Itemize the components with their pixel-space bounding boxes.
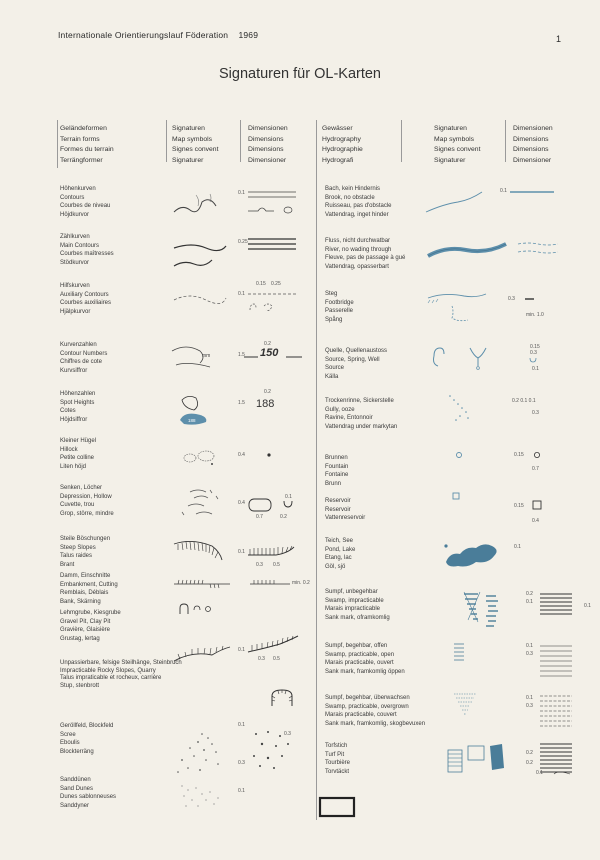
dimension-label: min. 1.0 [526,312,544,318]
dimension-label: 0.3 [530,350,537,356]
section-pond-lake: Teich, See Pond, Lake Etang, lac Göl, sjö [325,538,356,570]
dimension-label: 0.7 [532,466,539,472]
spring-symbol [528,356,538,364]
footbridge-symbol [524,296,536,302]
auxiliary-contour-symbol [248,290,298,316]
dimension-label: 0.2 [280,514,287,520]
dimension-label: 0.4 [532,518,539,524]
swamp-overgrown-sample [452,692,482,722]
divider [57,120,58,168]
dimension-label: 0.1 [514,544,521,550]
dimension-label: 0.2 [526,760,533,766]
gully-sample [444,392,478,426]
column-header-dimensions-right: Dimensionen Dimensions Dimensions Dimensioner [513,125,553,164]
sand-symbol-box [318,796,358,818]
page-number: 1 [556,34,562,44]
pond-lake-sample [440,538,506,570]
fountain-symbol [532,450,542,460]
dimension-label: 0.1 [238,722,245,728]
reservoir-symbol [532,500,544,512]
dimension-label: 0.3 [256,562,263,568]
dimension-label: 0.2 [264,341,271,347]
dimension-label: 0.4 [238,500,245,506]
reservoir-sample [452,492,462,502]
dimension-label: min. 0.2 [292,580,310,586]
spot-height-188: 188 [256,398,275,410]
dimension-label: 0.2 0.1 0.1 [512,398,536,404]
section-turf-pit: Torfstich Turf Pit Tourbière Torvtäckt [325,743,351,775]
dimension-label: 0.1 [238,549,245,555]
dimension-label: 0.15 [514,503,524,509]
dimension-label: 0.1 [285,494,292,500]
header-org: Internationale Orientierungslauf Föderation 1969 [58,30,259,40]
dimension-label: 0.3 [238,760,245,766]
column-header-signs-right: Signaturen Map symbols Signes convent Signaturer [434,125,481,164]
section-rocky-slopes: Unpassierbare, felsige Steilhänge, Steinbruch Impracticable Rocky Slopes, Quarry Talus impraticable et rocheux, carrière Stup, stenbrott [60,660,182,689]
swamp-open-sample [452,642,472,664]
section-depression: Senken, Löcher Depression, Hollow Cuvette, trou Grop, större, mindre [60,485,114,517]
dimension-label: 0.3 [526,703,533,709]
river-sample [426,238,516,260]
section-river: Fluss, nicht durchwatbar River, no wading through Fleuve, pas de passage à gué Vattendrag, opasserbart [325,238,406,270]
label-mm: mm [202,353,211,359]
section-contour-numbers: Kurvenzahlen Contour Numbers Chiffres de cote Kurvsiffror [60,342,108,374]
steep-slope-symbol [246,543,298,557]
contour-sample [172,192,228,218]
main-contour-sample [172,240,228,270]
dimension-label: 0.1 [500,188,507,194]
dimension-label: 0.3 [532,410,539,416]
section-swamp-overgrown: Sumpf, begehbar, überwachsen Swamp, practicable, overgrown Marais practicable, couvert Sank mark, framkomlig, skogbevuxen [325,695,426,727]
dimension-label: 0.15 [530,344,540,350]
dimension-label: 0.25 [271,281,281,287]
sand-dunes-sample [176,782,224,810]
brook-sample [424,190,484,214]
embankment-symbol [248,578,292,590]
divider [166,120,167,162]
contour-symbol [248,187,298,217]
turf-pit-sample [446,742,514,778]
section-spot-heights: Höhenzahlen Spot Heights Cotes Höjdsiffror [60,391,96,423]
column-header-signs: Signaturen Map symbols Signes convent Signaturer [172,125,219,164]
hillock-sample [180,446,220,468]
spring-sample [430,342,496,372]
dimension-label: 0.1 [526,643,533,649]
column-header-water: Gewässer Hydrography Hydrographie Hydrografi [322,125,363,164]
dimension-label: 0.7 [256,514,263,520]
divider [240,120,241,162]
dimension-label: 0.5 [273,562,280,568]
dimension-label: 0.3 [258,656,265,662]
scree-symbol [250,728,296,770]
section-footbridge: Steg Footbridge Passerelle Spång [325,291,354,323]
rocky-slope-sample [172,645,232,665]
dimension-label: 1.5 [238,400,245,406]
section-embankment: Damm, Einschnitte Embankment, Cutting Remblais, Déblais Bank, Skärning [60,573,118,605]
section-spring: Quelle, Quellenaustoss Source, Spring, Well Source Källa [325,348,388,380]
gravel-pit-sample [178,602,218,616]
dimension-label: 0.15 [514,452,524,458]
dimension-label: 0.1 [238,647,245,653]
dimension-label: 0.1 [526,695,533,701]
brook-symbol [510,188,556,196]
section-brook: Bach, kein Hindernis Brook, no obstacle Ruisseau, pas d'obstacle Vattendrag, inget hinder [325,186,392,218]
section-contours: Höhenkurven Contours Courbes de niveau Höjdkurvor [60,186,111,218]
dimension-label: 0.1 [584,603,591,609]
dimension-label: 1.5 [238,352,245,358]
dimension-label: 0.1 [238,788,245,794]
dimension-label: 0.4 [238,452,245,458]
footbridge-sample [424,290,490,326]
section-sand-dunes: Sanddünen Sand Dunes Dunes sablonneuses Sanddyner [60,777,117,809]
spot-height-sample [178,392,220,426]
divider [401,120,402,162]
dimension-label: 0.1 [532,366,539,372]
section-swamp-open: Sumpf, begehbar, offen Swamp, practicable, open Marais practicable, ouvert Sank mark, framkomlig öppen [325,643,405,675]
column-header-terrain: Geländeformen Terrain forms Formes du terrain Terrängformer [60,125,114,164]
dimension-label: 0.1 [536,770,543,776]
quarry-symbol [268,688,296,710]
swamp-impracticable-sample [462,590,522,638]
column-header-dimensions: Dimensionen Dimensions Dimensions Dimensioner [248,125,288,164]
section-gravel-pit: Lehmgrube, Kiesgrube Gravel Pit, Clay Pit Gravière, Glaisière Grustag, lertag [60,610,121,642]
dimension-label: 0.1 [526,599,533,605]
dimension-label: 0.1 [238,291,245,297]
label-188-small: 188 [188,418,196,423]
scree-sample [172,730,230,774]
river-symbol [516,240,560,256]
dimension-label: 0.3 [526,651,533,657]
steep-slope-sample [172,540,228,566]
depression-sample [176,486,224,520]
auxiliary-contour-sample [172,290,228,310]
section-gully: Trockenrinne, Sickerstelle Gully, ooze Ravine, Entonnoir Vattendrag under markytan [325,398,398,430]
section-swamp-impracticable: Sumpf, unbegehbar Swamp, impracticable Marais impracticable Sank mark, oframkomlig [325,589,390,621]
turf-pit-symbol [540,742,574,776]
divider [505,120,506,162]
dimension-label: 0.5 [273,656,280,662]
hillock-symbol [266,452,272,458]
dimension-label: 0.3 [508,296,515,302]
section-steep-slopes: Steile Böschungen Steep Slopes Talus raides Brant [60,536,111,568]
section-hillock: Kleiner Hügel Hillock Petite colline Liten höjd [60,438,97,470]
swamp-overgrown-symbol [540,694,574,728]
page-title: Signaturen für OL-Karten [218,66,381,82]
dimension-label: 0.3 [284,731,291,737]
dimension-label: 0.15 [256,281,266,287]
embankment-sample [172,578,232,590]
dimension-label: 0.2 [526,591,533,597]
section-scree: Geröllfeld, Blockfeld Scree Eboulis Blockterräng [60,723,114,755]
fountain-sample [454,450,464,460]
section-auxiliary-contours: Hilfskurven Auxiliary Contours Courbes auxiliaires Hjälpkurvor [60,283,112,315]
dimension-label: 0.2 [264,389,271,395]
section-reservoir: Reservoir Reservoir Vattenreservoir [325,498,366,521]
contour-number-150: 150 [260,347,279,359]
contour-number-sample [170,343,232,373]
section-main-contours: Zählkurven Main Contours Courbes maîtresses Stödkurvor [60,234,114,266]
swamp-impracticable-symbol [540,592,574,618]
main-contour-symbol [248,236,298,252]
dimension-label: 0.2 [526,750,533,756]
divider [316,120,317,820]
section-fountain: Brunnen Fountain Fontaine Brunn [325,455,349,487]
dimension-label: 0.25 [238,239,248,245]
swamp-open-symbol [540,644,574,678]
dimension-label: 0.1 [238,190,245,196]
rocky-slope-symbol [246,634,300,654]
depression-symbol [248,497,296,513]
